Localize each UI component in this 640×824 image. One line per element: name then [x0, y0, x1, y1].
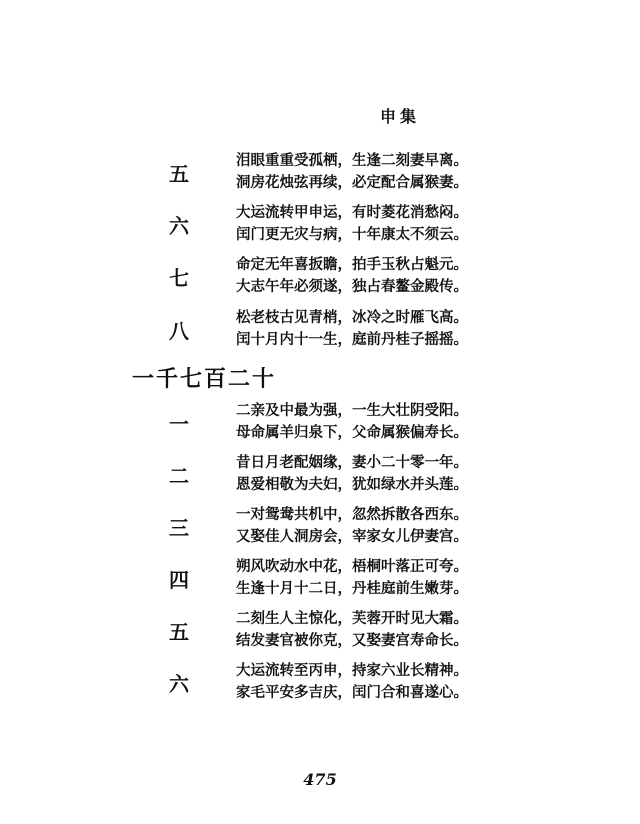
- verse-entry: [0, 452, 640, 496]
- verse-line: 一对鸳鸯共机中，忽然拆散各西东。: [236, 506, 468, 523]
- verse-number: 六: [169, 214, 189, 238]
- verse-entry: [0, 660, 640, 704]
- verse-line: 松老枝古见青梢，冰冷之时雁飞高。: [236, 309, 468, 326]
- verse-line: 结发妻官被你克，又娶妻宫寿命长。: [236, 632, 468, 649]
- verse-number: 八: [169, 319, 189, 343]
- verse-line: 二刻生人主惊化，芙蓉开时见大霜。: [236, 610, 468, 627]
- verse-number: 五: [169, 620, 189, 644]
- verse-number: 三: [169, 516, 189, 540]
- verse-line: 洞房花烛弦再续，必定配合属猴妻。: [236, 174, 468, 191]
- verse-entry: [0, 608, 640, 652]
- verse-entry: [0, 504, 640, 548]
- section-title: 一千七百二十: [132, 366, 277, 392]
- verse-line: 大运流转甲申运，有时菱花消愁闷。: [236, 204, 468, 221]
- verse-entry: [0, 202, 640, 246]
- verse-line: 生逢十月十二日，丹桂庭前生嫩芽。: [236, 580, 468, 597]
- page-number: 475: [303, 770, 337, 789]
- verse-number: 五: [169, 162, 189, 186]
- verse-entry: [0, 150, 640, 194]
- verse-entry: [0, 254, 640, 298]
- verse-number: 一: [169, 412, 189, 436]
- verse-number: 七: [169, 266, 189, 290]
- verse-line: 二亲及中最为强，一生大壮阴受阳。: [236, 402, 468, 419]
- verse-line: 又娶佳人洞房会，宰家女儿伊妻宫。: [236, 528, 468, 545]
- verse-line: 大运流转至丙申，持家六业长精神。: [236, 662, 468, 679]
- verse-line: 命定无年喜扳瞻，拍手玉秋占魁元。: [236, 256, 468, 273]
- verse-number: 四: [169, 568, 189, 592]
- verse-line: 闰门更无灾与病，十年康太不须云。: [236, 226, 468, 243]
- verse-line: 大志午年必须遂，独占春鳌金殿传。: [236, 278, 468, 295]
- verse-line: 家毛平安多吉庆，闰门合和喜遂心。: [236, 684, 468, 701]
- verse-line: 闰十月内十一生，庭前丹桂子摇摇。: [236, 331, 468, 348]
- verse-entry: [0, 400, 640, 444]
- verse-line: 昔日月老配姻缘，妻小二十零一年。: [236, 454, 468, 471]
- verse-line: 朔风吹动水中花，梧桐叶落正可夸。: [236, 558, 468, 575]
- verse-entry: [0, 307, 640, 351]
- verse-line: 母命属羊归泉下，父命属猴偏寿长。: [236, 424, 468, 441]
- verse-number: 二: [169, 464, 189, 488]
- verse-number: 六: [169, 672, 189, 696]
- verse-entry: [0, 556, 640, 600]
- page-header: 申集: [380, 107, 421, 126]
- verse-line: 泪眼重重受孤栖，生逢二刻妻早离。: [236, 152, 468, 169]
- verse-line: 恩爱相敬为夫妇，犹如绿水并头莲。: [236, 476, 468, 493]
